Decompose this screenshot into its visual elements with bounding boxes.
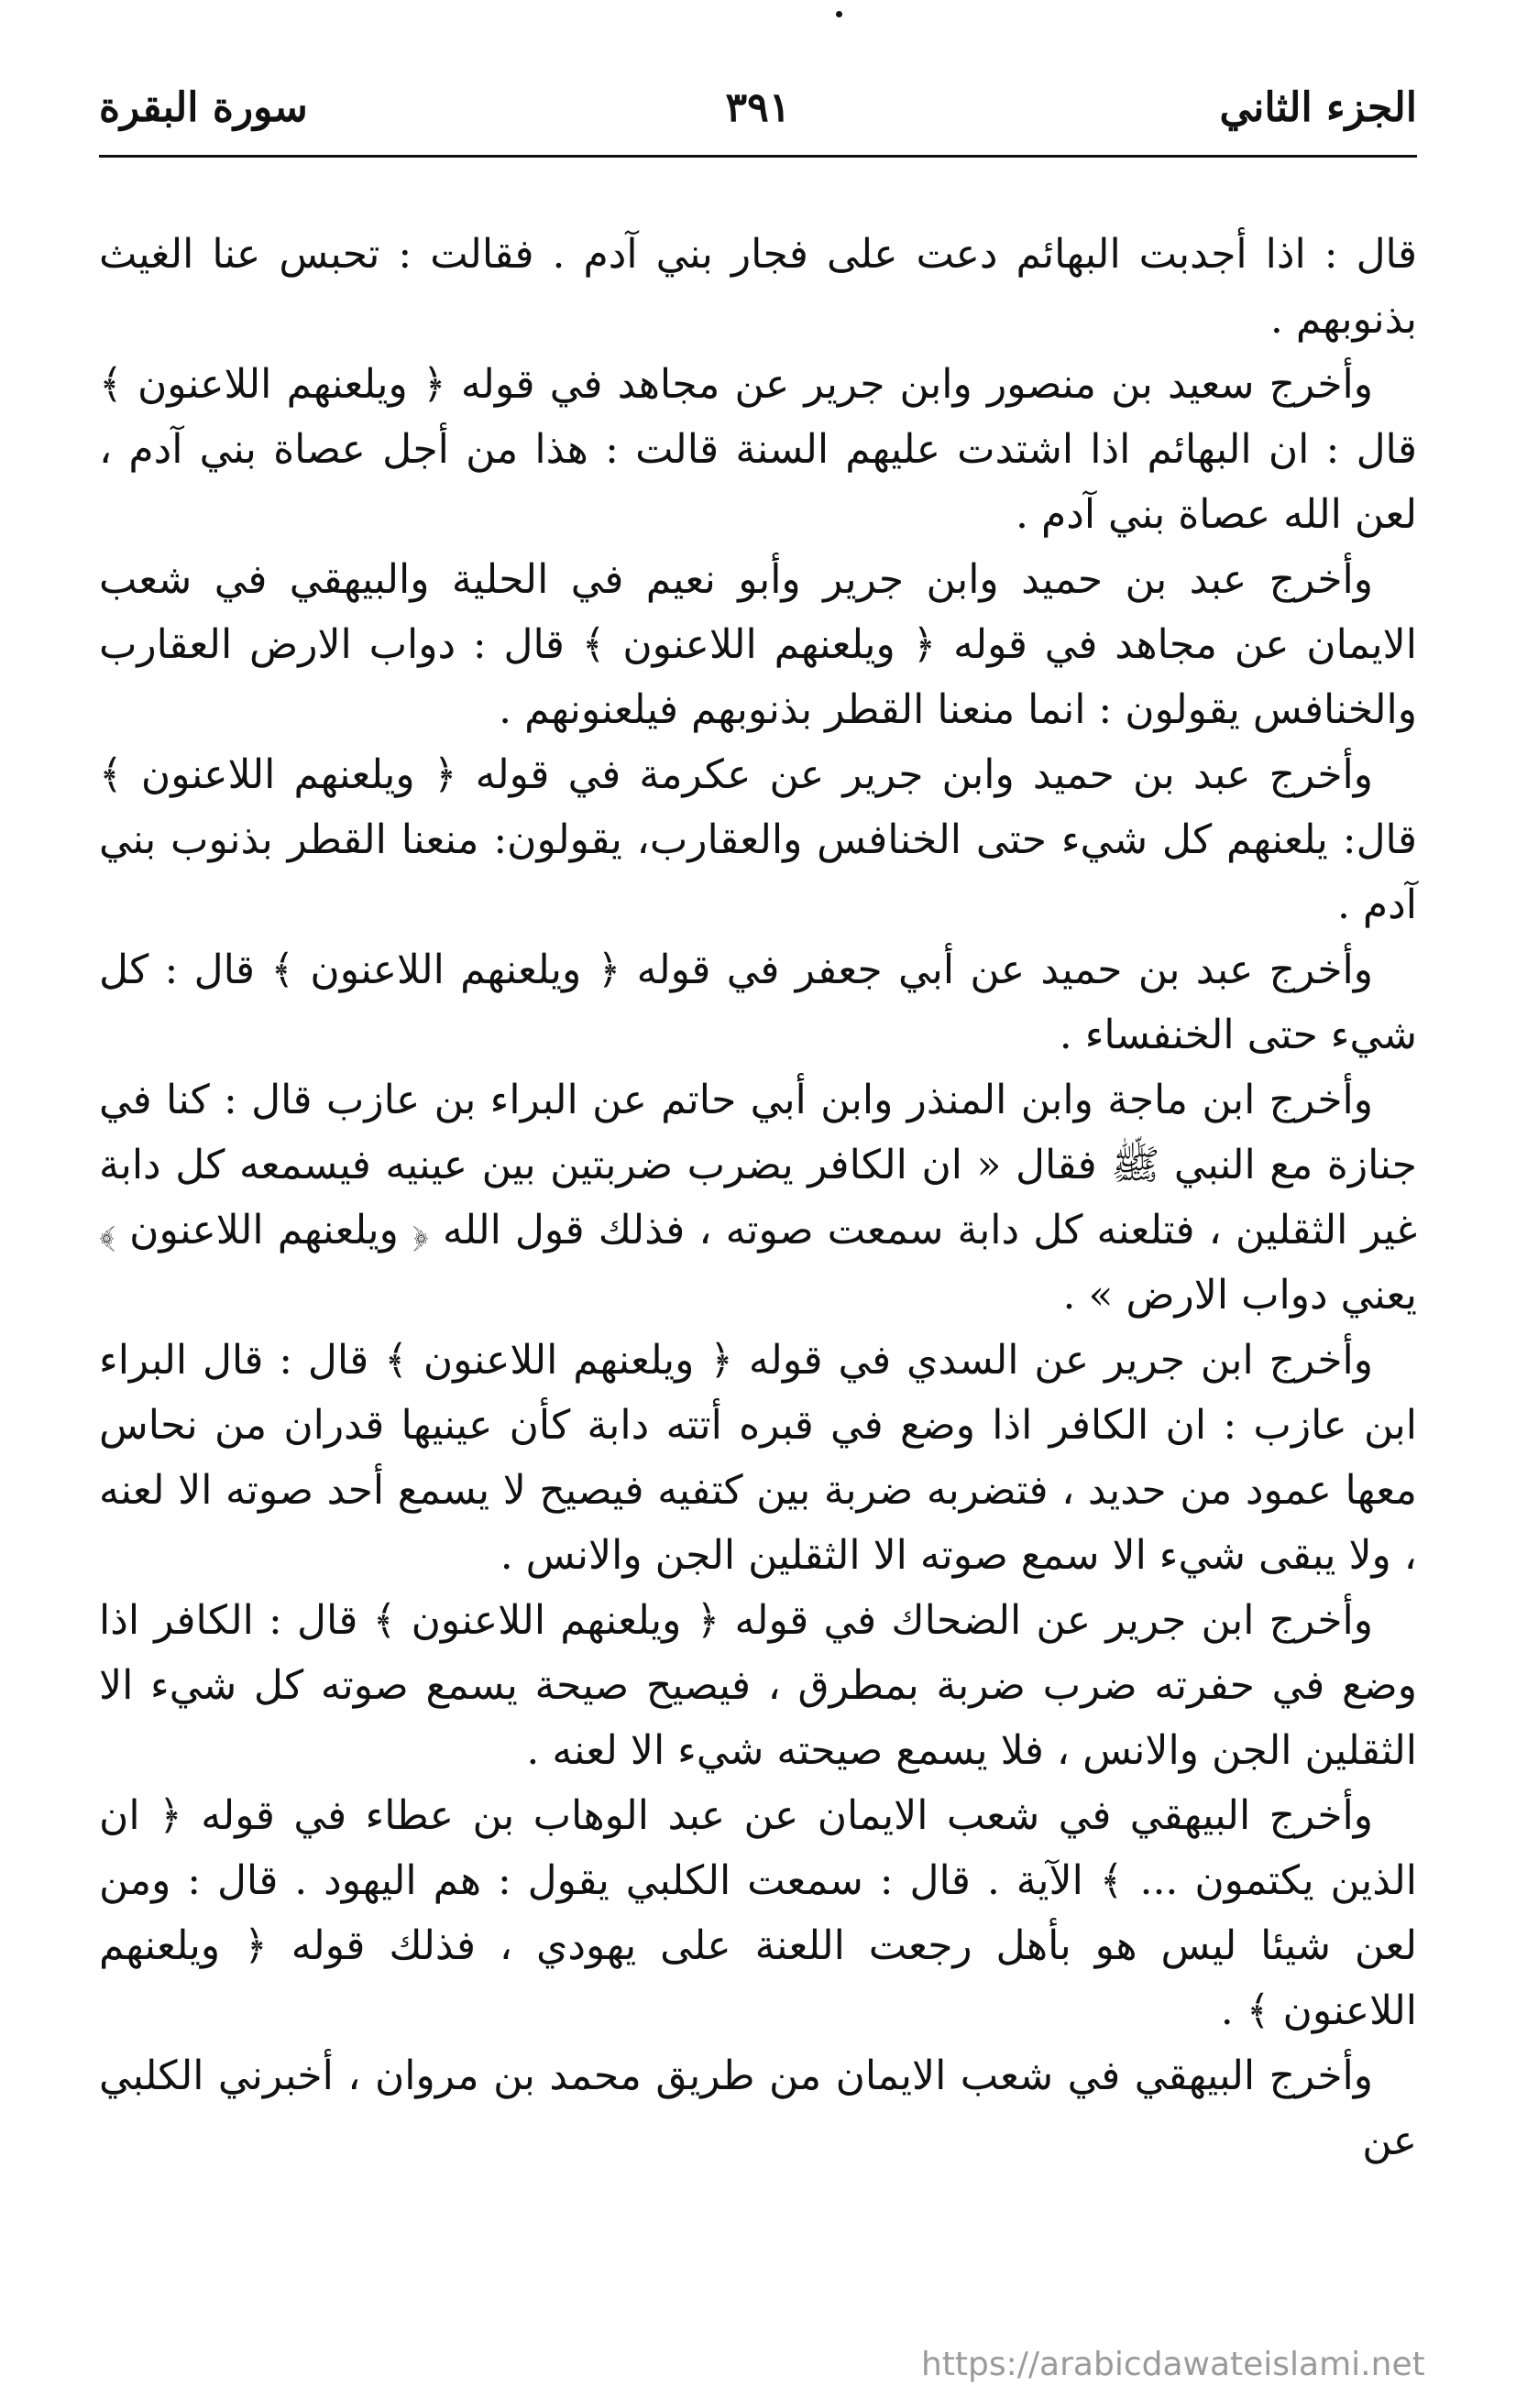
page-header xyxy=(99,75,1417,158)
paragraph-5: وأخرج عبد بن حميد عن أبي جعفر في قوله ﴿ ويلعنهم اللاعنون ﴾ قال : كل شيء حتى الخنفساء . xyxy=(99,947,1417,1058)
header-divider xyxy=(99,155,1417,158)
part-title: الجزء الثاني xyxy=(1219,84,1417,131)
paragraph-1: قال : اذا أجدبت البهائم دعت على فجار بني آدم . فقالت : تحبس عنا الغيث بذنوبهم . xyxy=(99,231,1417,343)
paragraph-3: وأخرج عبد بن حميد وابن جرير وأبو نعيم في الحلية والبيهقي في شعب الايمان عن مجاهد في قوله ﴿ ويلعنهم اللاعنون ﴾ قال : دواب الارض العقارب والخنافس يقولون : انما منعنا القطر بذنوبهم فيلعنونهم . xyxy=(99,556,1417,733)
website-watermark: https://arabicdawateislami.net xyxy=(921,2346,1425,2383)
paragraph-7: وأخرج ابن جرير عن السدي في قوله ﴿ ويلعنهم اللاعنون ﴾ قال : قال البراء ابن عازب : ان الكافر اذا وضع في قبره أتته دابة كأن عينيها قدران من نحاس معها عمود من حديد ، فتضربه ضربة بين كتفيه فيصيح لا يسمع أحد صوته الا لعنه ، ولا يبقى شيء الا سمع صوته الا الثقلين الجن والانس . xyxy=(99,1337,1417,1579)
main-text xyxy=(99,222,1417,2173)
paragraph-2: وأخرج سعيد بن منصور وابن جرير عن مجاهد في قوله ﴿ ويلعنهم اللاعنون ﴾ قال : ان البهائم اذا اشتدت عليهم السنة قالت : هذا من أجل عصاة بني آدم ، لعن الله عصاة بني آدم . xyxy=(99,361,1417,538)
paragraph-8: وأخرج ابن جرير عن الضحاك في قوله ﴿ ويلعنهم اللاعنون ﴾ قال : الكافر اذا وضع في حفرته ضرب ضربة بمطرق ، فيصيح صيحة يسمع صوته كل شيء الا الثقلين الجن والانس ، فلا يسمع صيحته شيء الا لعنه . xyxy=(99,1597,1417,1774)
paragraph-4: وأخرج عبد بن حميد وابن جرير عن عكرمة في قوله ﴿ ويلعنهم اللاعنون ﴾ قال: يلعنهم كل شيء حتى الخنافس والعقارب، يقولون: منعنا القطر بذنوب بني آدم . xyxy=(99,751,1417,928)
surah-title: سورة البقرة xyxy=(99,84,308,131)
paragraph-9: وأخرج البيهقي في شعب الايمان عن عبد الوهاب بن عطاء في قوله ﴿ ان الذين يكتمون ... ﴾ الآية . قال : سمعت الكلبي يقول : هم اليهود . قال : ومن لعن شيئا ليس هو بأهل رجعت اللعنة على يهودي ، فذلك قوله ﴿ ويلعنهم اللاعنون ﴾ . xyxy=(99,1792,1418,2034)
page-number: ٣٩١ xyxy=(725,84,791,131)
paragraph-10: وأخرج البيهقي في شعب الايمان من طريق محمد بن مروان ، أخبرني الكلبي عن xyxy=(99,2052,1417,2164)
top-dot-mark xyxy=(836,11,842,17)
paragraph-6: وأخرج ابن ماجة وابن المنذر وابن أبي حاتم عن البراء بن عازب قال : كنا في جنازة مع النبي ﷺ فقال « ان الكافر يضرب ضربتين بين عينيه فيسمعه كل دابة غير الثقلين ، فتلعنه كل دابة سمعت صوته ، فذلك قول الله ﴿ ويلعنهم اللاعنون ﴾ يعني دواب الارض » . xyxy=(99,1077,1417,1319)
